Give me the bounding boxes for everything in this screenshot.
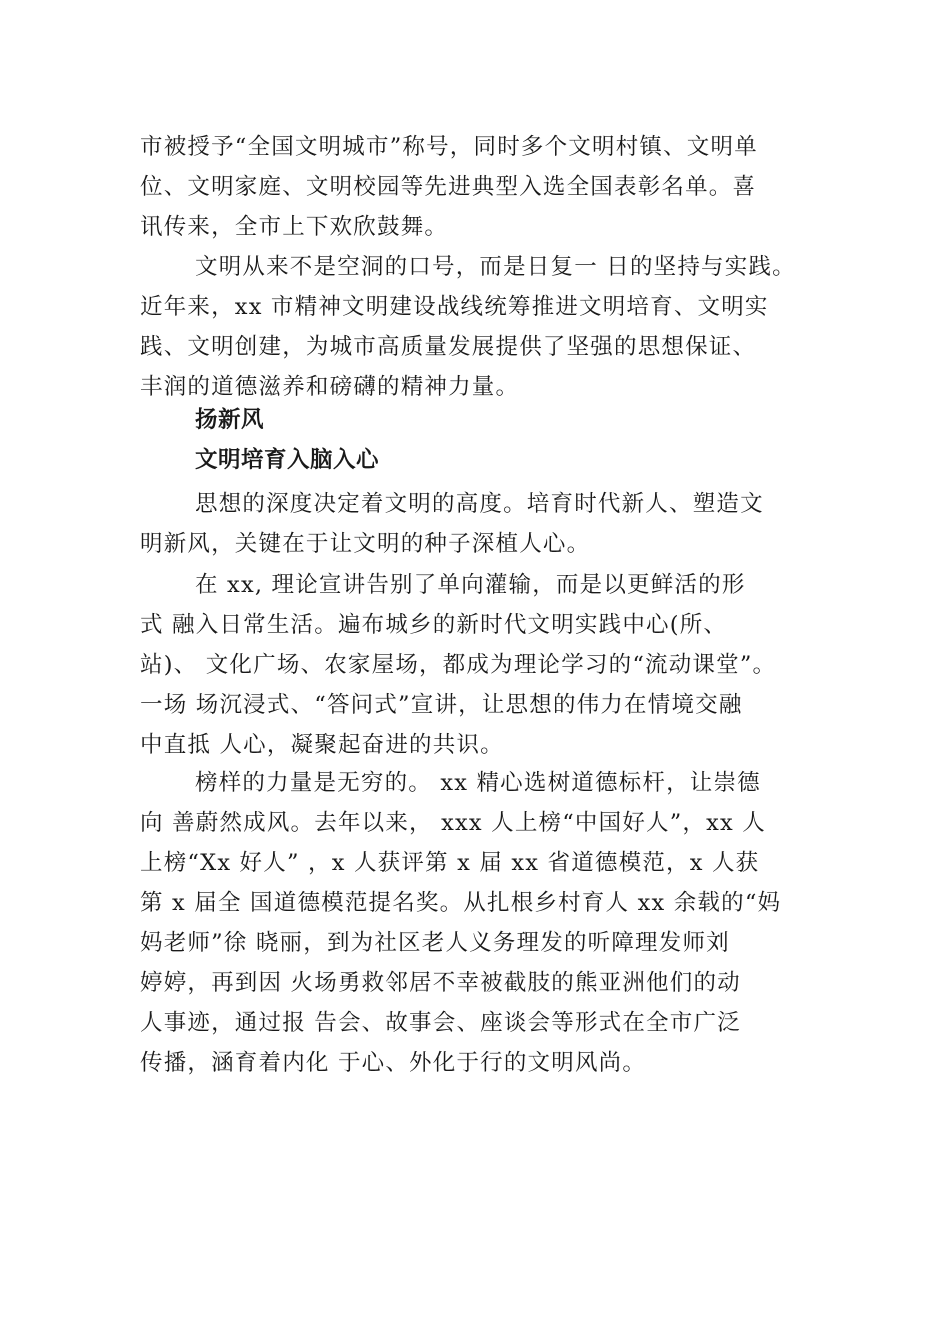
body-text-line: 明新风，关键在于让文明的种子深植人心。 xyxy=(140,531,591,557)
body-text-line: 上榜“Xx 好人” ，x 人获评第 x 届 xx 省道德模范，x 人获 xyxy=(140,850,760,876)
body-text-line: 婷婷，再到因 火场勇救邻居不幸被截肢的熊亚洲他们的动 xyxy=(140,970,741,996)
body-text-line: 人事迹，通过报 告会、故事会、座谈会等形式在全市广泛 xyxy=(140,1010,741,1036)
body-text-line: 一场 场沉浸式、“答问式”宣讲，让思想的伟力在情境交融 xyxy=(140,692,743,718)
section-subheading: 文明培育入脑入心 xyxy=(195,447,380,473)
body-text-line: 中直抵 人心，凝聚起奋进的共识。 xyxy=(140,732,504,758)
body-text-line: 榜样的力量是无穷的。 xx 精心选树道德标杆，让崇德 xyxy=(195,770,761,796)
section-heading: 扬新风 xyxy=(195,407,265,433)
body-text-line: 近年来，xx 市精神文明建设战线统筹推进文明培育、文明实 xyxy=(140,294,769,320)
body-text-line: 思想的深度决定着文明的高度。培育时代新人、塑造文 xyxy=(195,491,764,517)
body-text-line: 丰润的道德滋养和磅礴的精神力量。 xyxy=(140,374,520,400)
body-text-line: 式 融入日常生活。遍布城乡的新时代文明实践中心(所、 xyxy=(140,612,728,638)
body-text-line: 站)、 文化广场、农家屋场，都成为理论学习的“流动课堂”。 xyxy=(140,652,777,678)
body-text-line: 践、文明创建，为城市高质量发展提供了坚强的思想保证、 xyxy=(140,334,757,360)
body-text-line: 文明从来不是空洞的口号，而是日复一 日的坚持与实践。 xyxy=(195,254,796,280)
body-text-line: 位、文明家庭、文明校园等先进典型入选全国表彰名单。喜 xyxy=(140,174,757,200)
body-text-line: 市被授予“全国文明城市”称号，同时多个文明村镇、文明单 xyxy=(140,134,758,160)
body-text-line: 第 x 届全 国道德模范提名奖。从扎根乡村育人 xx 余载的“妈 xyxy=(140,890,782,916)
body-text-line: 向 善蔚然成风。去年以来， xxx 人上榜“中国好人”，xx 人 xyxy=(140,810,766,836)
body-text-line: 妈老师”徐 晓丽，到为社区老人义务理发的听障理发师刘 xyxy=(140,930,730,956)
body-text-line: 在 xx, 理论宣讲告别了单向灌输，而是以更鲜活的形 xyxy=(195,572,746,598)
body-text-line: 讯传来，全市上下欢欣鼓舞。 xyxy=(140,214,449,240)
body-text-line: 传播，涵育着内化 于心、外化于行的文明风尚。 xyxy=(140,1050,647,1076)
